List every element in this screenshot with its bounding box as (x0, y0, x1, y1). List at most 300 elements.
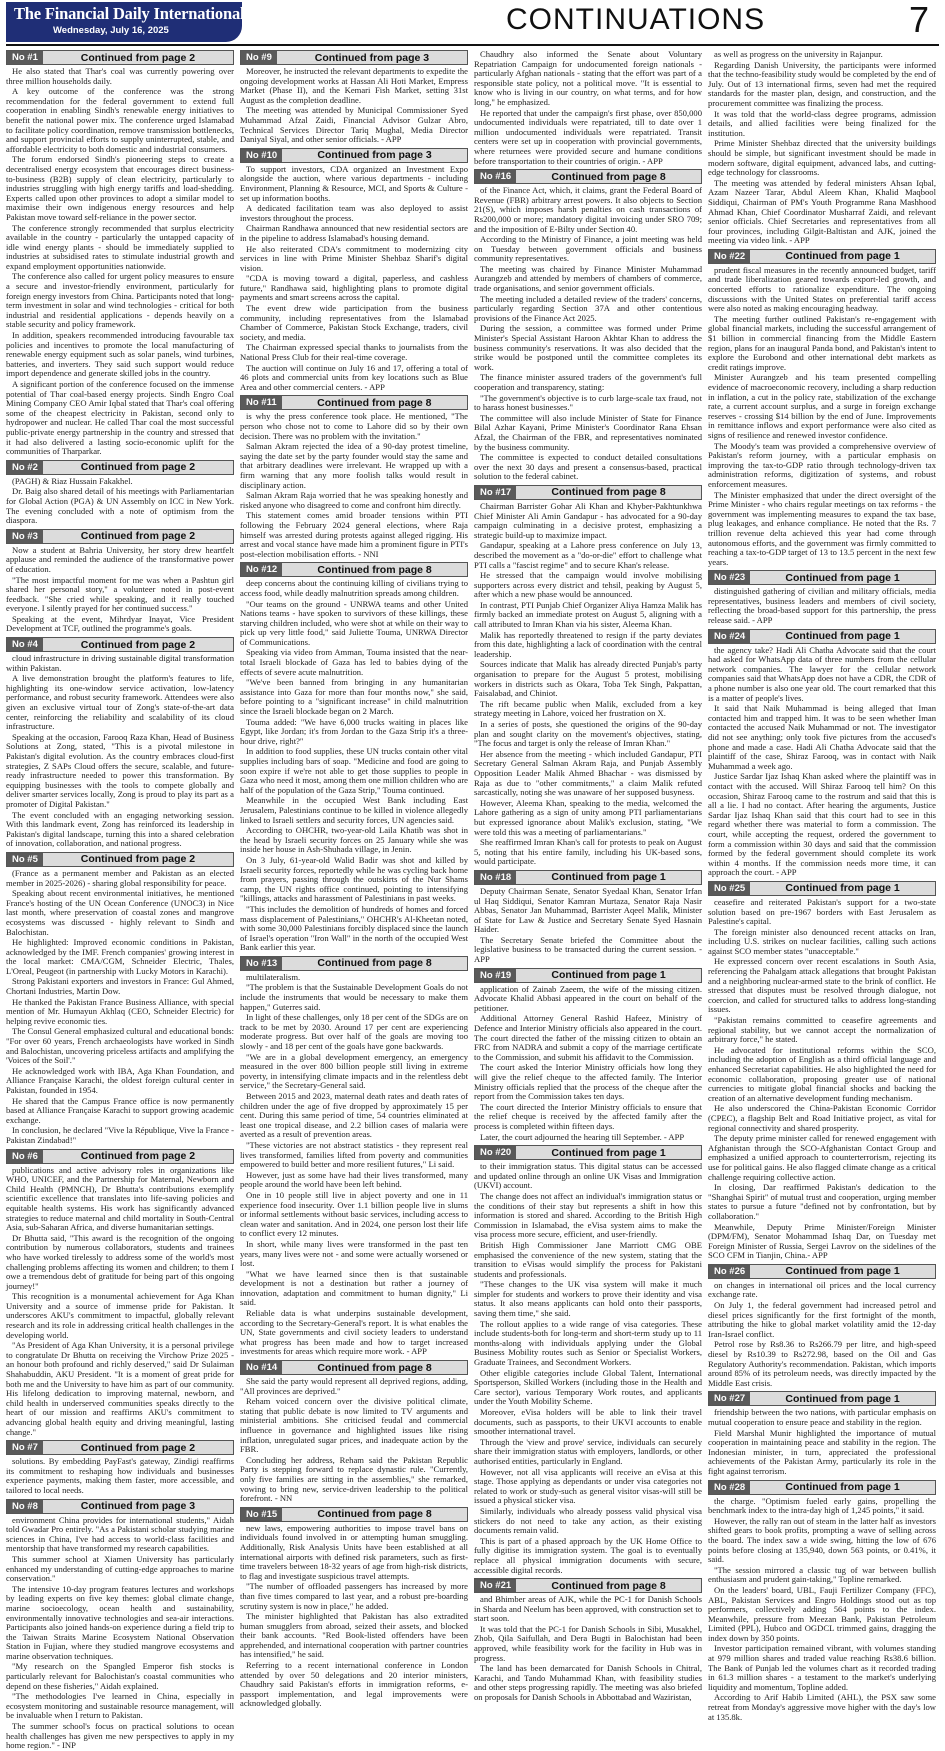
jump-number: No #5 (7, 853, 43, 866)
jump-number: No #3 (7, 530, 43, 543)
paragraph: and Bhimber areas of AJK, while the PC-1 for Danish Schools in Sharda and Neelum has been approved, with construction set to start soon. (474, 1594, 702, 1624)
issue-date: Wednesday, July 16, 2025 (53, 25, 169, 36)
paragraph: Reham voiced concern over the divisive political climate, stating that public debate is now limited to TV arguments and ministerial ambitions. She criticised feudal and commercial influence in governance and highlighted issues like rising inflation, unregulated sugar prices, and inadequate action by the FBR. (240, 1396, 468, 1455)
paragraph: The finance minister assured traders of the government's full cooperation and transparency, stating: (474, 372, 702, 392)
paragraph: "These changes to the UK visa system will make it much simpler for students and workers to prove their identity and visa status. It also means applicants can hold onto their passports, saving them time," she said. (474, 1279, 702, 1319)
paragraph: The committee is expected to conduct detailed consultations over the next 30 days and present a consensus-based, practical solution to the federal cabinet. (474, 452, 702, 482)
continued-from-label: Continued from page 8 (282, 957, 467, 970)
paragraph: "My research on the Spangled Emperor fish stocks is particularly relevant for Balochistan's coastal communities who depend on these fisheries," Aidah explained. (6, 1661, 234, 1691)
continued-from-label: Continued from page 1 (750, 250, 935, 263)
continuation-header (240, 1507, 468, 1522)
paragraph: He also stated that Thar's coal was currently powering over three million households daily. (6, 66, 234, 86)
paragraph: the charge. "Optimism fueled early gains, propelling the benchmark index to the intra-day high of 1,245 points," it said. (708, 1495, 936, 1516)
newspaper-name: The Financial Daily International (14, 4, 245, 23)
continuation-block (474, 968, 702, 1143)
continuation-header (474, 1145, 702, 1160)
paragraph: He also underscored the China-Pakistan Economic Corridor (CPEC), a flagship Belt and Road Initiative project, as vital for regional connectivity and shared prosperity. (708, 1103, 936, 1133)
paragraph: She reaffirmed Imran Khan's call for protests to peak on August 5, noting that his entire family, including his UK-based sons, would participate. (474, 837, 702, 867)
paragraph: to their immigration status. This digital status can be accessed and updated online through an online UK Visas and Immigration (UKVI) account. (474, 1161, 702, 1191)
paragraph: Touma added: "We have 6,000 trucks waiting in places like Egypt, like Jordan; it's from Jordan to the Gaza Strip it's a three-hour drive, right?" (240, 716, 468, 746)
paragraph: "We are in a global development emergency, an emergency measured in the over 800 billion people still living in extreme poverty, in intensifying climate impacts and in the relentless debt service," the Secretary-General said. (240, 1051, 468, 1091)
jump-number: No #23 (709, 571, 750, 584)
jump-number: No #1 (7, 51, 43, 64)
continuation-block (6, 1440, 234, 1495)
article-body (6, 1516, 234, 1751)
paragraph: Her absence from the meeting - which included Gandapur, PTI Secretary General Salman Akram Raja, and Punjab Assembly Opposition Leader Malik Ahmed Bhachar - was dismissed by Raja as due to "other commitments," a claim Malik refuted sarcastically, noting she was unaware of her supposed busyness. (474, 748, 702, 798)
paragraph: Meanwhile, Deputy Prime Minister/Foreign Minister (DPM/FM), Senator Mohammad Ishaq Dar, on Tuesday met Foreign Minister of Russia, Sergei Lavrov on the sidelines of the SCO CFM in Tianjin, China.- APP (708, 1221, 936, 1261)
paragraph: application of Zainab Zaeem, the wife of the missing citizen. Advocate Khalid Abbasi appeared in the court on behalf of the petitioner. (474, 983, 702, 1013)
continued-from-label: Continued from page 8 (516, 486, 701, 499)
jump-number: No #7 (7, 1441, 43, 1454)
jump-number: No #11 (241, 396, 282, 409)
paragraph: on changes in international oil prices and the local currency exchange rate. (708, 1279, 936, 1300)
paragraph: On the leaders' board, UBL, Fauji Fertilizer Company (FFC), ABL, Pakistan Services and Engro Holdings stood out as top performers, collectively adding 564 points to the index. Meanwhile, pressure from Meezan Bank, Pakistan Petroleum Limited (PPL), Hubco and OGDCL trimmed gains, dragging the index down by 350 points. (708, 1584, 936, 1643)
paragraph: (France as a permanent member and Pakistan as an elected member in 2025-2026) - sharing global responsibility for peace. (6, 867, 234, 888)
paragraph: In closing, Dar reaffirmed Pakistan's dedication to the "Shanghai Spirit" of mutual trust and cooperation, urging member states to pursue a future "defined not by confrontation, but by collaboration." (708, 1182, 936, 1221)
article-body (708, 1497, 936, 1723)
continued-from-label: Continued from page 1 (516, 969, 701, 982)
article-body (240, 1377, 468, 1504)
continuation-header (474, 870, 702, 885)
jump-number: No #19 (475, 969, 516, 982)
jump-number: No #15 (241, 1508, 282, 1521)
paragraph: Speaking via video from Amman, Touma insisted that the near-total Israeli blockade of Gaza has led to babies dying of the effects of severe acute malnutrition. (240, 647, 468, 677)
continued-from-label: Continued from page 2 (43, 1150, 233, 1163)
paragraph: He advocated for institutional reforms within the SCO, including the adoption of English as a third official language and enhanced Secretariat capabilities. He also highlighted the need for economic collaboration, proposing greater use of national currencies to mitigate global financial shocks and backing the creation of an alternative development funding mechanism. (708, 1044, 936, 1103)
paragraph: Additional Attorney General Rashid Hafeez, Ministry of Defence and Interior Ministry officials also appeared in the court. The court directed the father of the missing citizen to obtain an FRC from NADRA and submit a copy of the marriage certificate to the Commission, and submit his affidavit to the Commission. (474, 1013, 702, 1062)
paragraph: "We've been banned from bringing in any humanitarian assistance into Gaza for more than four months now," she said, before pointing to a "significant increase" in child malnutrition since the Israeli blockade began on 2 March. (240, 677, 468, 717)
paragraph: In a series of posts, she questioned the origins of the 90-day plan and sought clarity on the movement's objectives, stating, "The focus and target is only the release of Imran Khan." (474, 719, 702, 749)
paragraph: "What we have learned since then is that sustainable development is not a destination but rather a journey of innovation, adaptation and commitment to human dignity," Li said. (240, 1268, 468, 1308)
continuation-block (708, 249, 936, 567)
continuation-block (708, 570, 936, 625)
paragraph: The land has been demarcated for Danish Schools in Chitral, Karachi, and Tando Muhammad Khan, with feasibility studies and other steps progressing rapidly. The meeting was also briefed on proposals for Danish Schools in Abbottabad and Waziristan, (474, 1663, 702, 1703)
paragraph: Between 2015 and 2023, maternal death rates and death rates of children under the age of five dropped by approximately 15 per cent. During this same period of time, 54 countries eliminated at least one tropical disease, and 2.2 billion cases of malaria were averted as a result of prevention areas. (240, 1091, 468, 1140)
paragraph: Salman Akram Raja worried that he was speaking honestly and risked anyone who disagreed to come and confront him directly. (240, 490, 468, 510)
article-body (240, 1524, 468, 1709)
paragraph: "The methodologies I've learned in China, especially in ecosystem monitoring and sustainable resource management, will be invaluable when I return to Pakistan. (6, 1691, 234, 1721)
paragraph: "The number of offloaded passengers has increased by more than five times compared to last year, and a robust pre-boarding scrutiny system is now in place," he added. (240, 1581, 468, 1611)
continued-from-label: Continued from page 2 (43, 51, 233, 64)
paragraph: The Consul General emphasized cultural and educational bonds: "For over 60 years, French archaeologists have worked in Sindh and Balochistan, uncovering priceless artifacts and amplifying the 'Voices of the Soil'." (6, 1026, 234, 1066)
paragraph: Through the 'view and prove' service, individuals can securely share their immigration status with employers, landlords, or other authorised entities, particularly in England. (474, 1436, 702, 1466)
article-body (474, 186, 702, 482)
continuation-header (6, 1499, 234, 1514)
article-body (6, 869, 234, 1146)
jump-number: No #28 (709, 1481, 750, 1494)
paragraph: cloud infrastructure in driving sustainable digital transformation within Pakistan. (6, 653, 234, 673)
paragraph: He reported that under the campaign's first phase, over 850,000 undocumented individuals were repatriated, till to date over 1 million undocumented individuals were repatriated. Transit centers were set up in cooperation with provincial governments, where returnees were provided secure and humane conditions before transportation to their countries of origin. - APP (474, 107, 702, 166)
paragraph: Now a student at Bahria University, her story drew heartfelt applause and reminded the audience of the transformative power of education. (6, 544, 234, 574)
continued-from-label: Continued from page 8 (516, 1579, 701, 1592)
paragraph: He highlighted: Improved economic conditions in Pakistan, acknowledged by the IMF. French companies' growing interest in the local market: CMA/CGM, Schneider Electric, Thales, L'Oreal, Peugeot (in partnership with Lucky Motors in Karachi). (6, 937, 234, 976)
paragraph: Chairman Randhawa announced that new residential sectors are in the pipeline to address Islamabad's housing demand. (240, 223, 468, 243)
article-body (240, 165, 468, 393)
paragraph: According to Arif Habib Limited (AHL), the PSX saw some retreat from Monday's aggressive move higher with the day's low at 135.8k. (708, 1692, 936, 1722)
paragraph: He also reiterated CDA's commitment to modernizing city services in line with Prime Minister Shehbaz Sharif's digital vision. (240, 243, 468, 273)
paragraph: In short, while many lives were transformed in the past ten years, many lives were not - and some were actually worsened or lost. (240, 1238, 468, 1269)
article-body (474, 50, 702, 166)
continuation-header (6, 50, 234, 65)
paragraph: The conference also called for urgent policy measures to ensure a secure and investor-friendly environment, particularly for foreign energy investors from China. Participants noted that long-term investment in solar and wind technologies - critical for both industrial and residential applications - depends heavily on a stable security and policy framework. (6, 271, 234, 330)
paragraph: A dedicated facilitation team was also deployed to assist investors throughout the process. (240, 203, 468, 223)
paragraph: Chairman Barrister Gohar Ali Khan and Khyber-Pakhtunkhwa Chief Minister Ali Amin Gandapur - has advocated for a 90-day campaign culminating in a decisive protest, emphasizing a strategic build-up to maximize impact. (474, 500, 702, 540)
jump-number: No #27 (709, 1392, 750, 1405)
continued-from-label: Continued from page 1 (516, 871, 701, 884)
continued-from-label: Continued from page 1 (516, 1146, 701, 1159)
article-body (240, 67, 468, 145)
continuation-header (6, 529, 234, 544)
paragraph: The meeting was chaired by Finance Minister Muhammad Aurangzeb and attended by members of chambers of commerce, trade organisations, and senior government officials. (474, 263, 702, 294)
continued-from-label: Continued from page 2 (43, 853, 233, 866)
article-body (6, 477, 234, 526)
paragraph: Sources indicate that Malik has already directed Punjab's party organisation to prepare for the August 5 protest, mobilising workers in districts such as Okara, Toba Tek Singh, Pakpattan, Faisalabad, and Chiniot. (474, 659, 702, 699)
paragraph: On 3 July, 61-year-old Walid Badir was shot and killed by Israeli security forces, reportedly while he was cycling back home from prayers, passing through the outskirts of the Nur Shams camp, the UN rights office continued, pointing to intensifying "killings, attacks and harassment of Palestinians in past weeks. (240, 854, 468, 904)
continuation-block (6, 460, 234, 526)
jump-number: No #8 (7, 1500, 43, 1513)
continuation-header (240, 395, 468, 410)
paragraph: British High Commissioner Jane Marriott CMG OBE emphasised the convenience of the new system, stating that the transition to eVisas would simplify the process for Pakistani students and professionals. (474, 1239, 702, 1279)
paragraph: Investor participation remained vibrant, with volumes standing at 979 million shares and traded value reaching Rs38.6 billion. The Bank of Punjab led the volumes chart as it recorded trading in 61.3 million shares - a testament to the market's underlying liquidity and momentum, Topline added. (708, 1643, 936, 1692)
continued-from-label: Continued from page 8 (282, 1508, 467, 1521)
paragraph: "The most impactful moment for me was when a Pashtun girl shared her personal story," a volunteer noted in post-event feedback. "She cried while speaking, and it really touched everyone. I silently prayed for her continued success." (6, 574, 234, 614)
continuation-block (708, 1480, 936, 1723)
paragraph: as well as progress on the university in Rajanpur. (714, 49, 883, 59)
continued-from-label: Continued from page 3 (282, 149, 467, 162)
article-body (708, 587, 936, 625)
jump-number: No #24 (709, 630, 750, 643)
paragraph: However, not all visa applicants will receive an eVisa at this stage. Those applying as dependants or under visa categories not related to work or study-such as general visitor visas-will still be issued a physical sticker visa. (474, 1466, 702, 1506)
jump-number: No #13 (241, 957, 282, 970)
article-body (474, 1162, 702, 1575)
article-body (708, 1281, 936, 1389)
continued-from-label: Continued from page 2 (43, 1441, 233, 1454)
continued-from-label: Continued from page 8 (282, 563, 467, 576)
paragraph: Speaking at the event, Mihrdyar Inayat, Vice President Development at TCF, outlined the programme's goals. (6, 613, 234, 634)
paragraph: prudent fiscal measures in the recently announced budget, tariff and trade liberalization geared towards export-led growth, and concerted efforts to rationalize expenditure. The ongoing discussions with the United States on preferential tariff access were also noted as making encouraging headway. (708, 264, 936, 314)
column-4 (708, 49, 936, 1722)
paragraph: the agency take? Hadi Ali Chatha Advocate said that the court had asked for WhatsApp data of three numbers from the cellular network companies. The lawyer for the cellular network companies said that WhatsApp does not have a CDR, the CDR of a phone number is also one year old. The court remarked that this is a matter of people's lives. (708, 644, 936, 703)
paragraph: new laws, empowering authorities to impose travel bans on individuals found involved in or attempting human smuggling. Additionally, Risk Analysis Units have been established at all international airports with defined risk parameters, such as first-time travelers between 18-32 years of age from high-risk districts, to flag and investigate suspicious travel attempts. (240, 1522, 468, 1581)
paragraph: deep concerns about the continuing killing of civilians trying to access food, while deadly malnutrition spreads among children. (240, 578, 468, 598)
paragraph: A key outcome of the conference was the strong recommendation for the federal government to extend full cooperation in enabling Sindh's renewable energy initiatives to benefit the national power mix. The conference urged Islamabad to facilitate policy coordination, remove transmission bottlenecks, and support provincial efforts to supply uninterrupted, stable, and affordable electricity to both domestic and industrial consumers. (6, 86, 234, 154)
jump-number: No #6 (7, 1150, 43, 1163)
continued-from-label: Continued from page 2 (43, 638, 233, 651)
article-body (474, 985, 702, 1143)
article-body (6, 1166, 234, 1438)
page-number: 7 (908, 0, 929, 40)
continuation-header (708, 1480, 936, 1495)
article-body (708, 1408, 936, 1476)
continuation-block (708, 50, 936, 246)
jump-number: No #14 (241, 1361, 282, 1374)
paragraph: "These victories are not abstract statistics - they represent real lives transformed, families lifted from poverty and communities empowered to build better and more resilient futures," Li said. (240, 1139, 468, 1170)
paragraph: distinguished gathering of civilian and military officials, media representatives, business leaders and members of civil society, reflecting the broad-based support for this partnership, the press release said. - APP (708, 586, 936, 626)
brand-banner (6, 2, 245, 42)
paragraph: "CDA is moving toward a digital, paperless, and cashless future," Randhawa said, highlighting plans to promote digital payments and smart screens across the capital. (240, 273, 468, 303)
paragraph: The auction will continue on July 16 and 17, offering a total of 46 plots and commercial units from key locations such as Blue Area and other commercial centers. - APP (240, 362, 468, 392)
paragraph: "The session mirrored a classic tug of war between bullish enthusiasm and prudent gain-taking," Topline remarked. (708, 1564, 936, 1585)
paragraph: It was told that the world-class degree programs, admission details, and allied facilities were being finalized for the institution. (708, 108, 936, 138)
paragraph: is why the press conference took place. He mentioned, "The person who chose not to come to Lahore did so by their own decision. There was no problem with the invitation." (240, 411, 468, 441)
jump-number: No #9 (241, 51, 277, 64)
paragraph: The conference strongly recommended that surplus electricity available in the country - particularly the untapped capacity of idle wind energy plants - should be immediately supplied to industries at subsidised rates to stimulate industrial growth and expand employment opportunities nationwide. (6, 222, 234, 271)
continuation-block (474, 1145, 702, 1575)
continuation-header (6, 637, 234, 652)
continued-from-label: Continued from page 1 (750, 1481, 935, 1494)
paragraph: Moreover, he instructed the relevant departments to expedite the ongoing development works at Hassan Ali Hoti Market, Empress Market (Phase II), and the Kemari Fish Market, setting 31st August as the completion deadline. (240, 66, 468, 105)
jump-number: No #12 (241, 563, 282, 576)
continued-from-label: Continued from page 2 (43, 461, 233, 474)
continuation-block (6, 637, 234, 849)
continuation-header (240, 562, 468, 577)
continuation-block (474, 870, 702, 965)
continuation-header (708, 629, 936, 644)
paragraph: Speaking about recent environmental initiatives, he mentioned France's hosting of the UN Ocean Conference (UNOC3) in Nice last month, where preservation of coastal zones and mangrove ecosystems was discussed - highly relevant to Sindh and Balochistan. (6, 888, 234, 937)
paragraph: The summer school's focus on practical solutions to ocean health challenges has given me new perspectives to apply in my home region." - INP (6, 1721, 234, 1751)
continuation-header (474, 1578, 702, 1593)
paragraph: The rollout applies to a wide range of visa categories. These include students-both for long-term and short-term study up to 11 months-along with individuals applying under the Global Business Mobility routes such as Senior or Specialist Workers, Graduate Trainees, and Secondment Workers. (474, 1318, 702, 1368)
continuation-block (474, 169, 702, 482)
jump-number: No #22 (709, 250, 750, 263)
continuation-header (240, 50, 468, 65)
continuation-header (6, 460, 234, 475)
paragraph: Speaking at the occasion, Farooq Raza Khan, Head of Business Solutions at Zong, stated, "This is a pivotal milestone in Pakistan's digital evolution. As the country embraces cloud-first strategies, Z SAPs Cloud offers the secure, scalable, and future-ready infrastructure needed to power this transformation. By equipping businesses with the tools to compete globally and deliver smarter services locally, Zong is proud to play its part as a promoter of Digital Pakistan." (6, 731, 234, 809)
article-body (6, 1457, 234, 1495)
paragraph: The Secretary Senate briefed the Committee about the legislative business to be transacted during the current session. - APP (474, 934, 702, 965)
continuation-block (240, 1360, 468, 1504)
paragraph: Gandapur, speaking at a Lahore press conference on July 13, described the movement as a "do-or-die" effort to challenge what PTI calls a "fascist regime" and to secure Khan's release. (474, 540, 702, 570)
paragraph: "This includes the demolition of hundreds of homes and forced mass displacement of Palestinians," OHCHR's Al-Kheetan noted, with some 30,000 Palestinians forcibly displaced since the launch of Israel's operation "Iron Wall" in the north of the occupied West Bank earlier this year. (240, 903, 468, 953)
continuation-block (6, 852, 234, 1146)
paragraph: ceasefire and reiterated Pakistan's support for a two-state solution based on pre-1967 borders with East Jerusalem as Palestine's capital. (708, 896, 936, 927)
continuation-header (6, 1149, 234, 1164)
paragraph: He stressed that the campaign would involve mobilising supporters across every district and tehsil, peaking by August 5, after which a new phase would be announced. (474, 570, 702, 600)
continuation-block (6, 1499, 234, 1751)
paragraph: The meeting was attended by Municipal Commissioner Syed Muhammad Afzal Zaidi, Financial Advisor Gulzar Abro, Technical Services Director Tariq Mughal, Media Director Daniyal Siyal, and other senior officials. - APP (240, 105, 468, 145)
paragraph: Similarly, individuals who already possess valid physical visa stickers do not need to take any action, as their existing documents remain valid. (474, 1505, 702, 1536)
continued-from-label: Continued from page 1 (750, 1265, 935, 1278)
continuation-block (708, 1391, 936, 1476)
paragraph: This summer school at Xiamen University has particularly enhanced my understanding of cutting-edge approaches to marine conservation." (6, 1553, 234, 1584)
paragraph: (PAGH) & Riaz Hussain Fakakhel. (12, 475, 133, 486)
jump-number: No #21 (475, 1579, 516, 1592)
continued-from-label: Continued from page 8 (282, 1361, 467, 1374)
jump-number: No #20 (475, 1146, 516, 1159)
article-body (240, 973, 468, 1357)
continuation-block (6, 529, 234, 634)
column-3 (474, 49, 702, 1703)
continuation-header (474, 485, 702, 500)
paragraph: This statement comes amid broader tensions within PTI following the February 2024 general elections, where Raja himself was arrested during protests against alleged rigging. His arrest and vocal stance have made him a prominent figure in PTI's post-election mobilisation efforts. - NNI (240, 510, 468, 559)
paragraph: Prime Minister Shehbaz directed that the university buildings should be simple, but significant investment should be made in modern software, digital equipment, advanced labs, and cutting-edge technology for classrooms. (708, 138, 936, 178)
continued-from-label: Continued from page 1 (750, 1392, 935, 1405)
paragraph: The Moody's team was provided a comprehensive overview of Pakistan's reform journey, with a particular emphasis on improving the tax-to-GDP ratio through technology-driven tax administration reforms, digitization of systems, and robust enforcement measures. (708, 440, 936, 489)
paragraph: To support investors, CDA organized an Investment Expo alongside the auction, where various departments - including Environment, Planning & Resource, MCI, and Sports & Culture - set up information booths. (240, 163, 468, 203)
continued-from-label: Continued from page 3 (43, 1500, 233, 1513)
paragraph: "Pakistan remains committed to ceasefire agreements and regional stability, but we cannot accept the normalization of arbitrary force," he stated. (708, 1015, 936, 1045)
paragraph: Reliable data is what underpins sustainable development, according to the Secretary-General's report. It is what enables the UN, State governments and civil society leaders to understand what progress has been made and how to target increased investments for areas which require more work. - APP (240, 1308, 468, 1357)
paragraph: The deputy prime minister called for renewed engagement with Afghanistan through the SCO-Afghanistan Contact Group and emphasized a unified approach to counterterrorism, rejecting its use for political gains. He also flagged climate change as a critical challenge requiring collective action. (708, 1133, 936, 1182)
continuation-header (240, 956, 468, 971)
paragraph: The committee will also include Minister of State for Finance Bilal Azhar Kayani, Prime Minister's Coordinator Rana Ehsan Afzal, the Chairman of the FBR, and representatives nominated by the business community. (474, 412, 702, 452)
paragraph: However, the rally ran out of steam in the latter half as investors shifted gears to book profits, prompting a wave of selling across the board. The index saw a wide swing, hitting the low of 676 points before closing at 135,940, down 563 points, or 0.41%, it said. (708, 1515, 936, 1565)
header-rule (6, 44, 939, 46)
paragraph: In contrast, PTI Punjab Chief Organizer Aliya Hamza Malik has firmly backed an immediate protest on August 5, aligning with a call attributed to Imran Khan via his sister, Aleema Khan. (474, 599, 702, 630)
paragraph: The foreign minister also denounced recent attacks on Iran, including U.S. strikes on nuclear facilities, calling such actions against SCO member states "unacceptable." (708, 926, 936, 956)
article-body (474, 502, 702, 867)
continuation-block (708, 881, 936, 1261)
jump-number: No #26 (709, 1265, 750, 1278)
article-body (6, 67, 234, 457)
column-1 (6, 50, 234, 1751)
article-body (6, 546, 234, 634)
continuation-block (474, 485, 702, 867)
masthead (6, 2, 939, 46)
continuation-block (6, 50, 234, 457)
paragraph: A significant portion of the conference focused on the immense potential of Thar coal-based energy projects. Sindh Engro Coal Mining Company CEO Amir Iqbal stated that Thar's coal offering some of the cheapest electricity in Pakistan, second only to hydropower and nuclear. He called Thar coal the most successful public-private energy partnership in the country and stressed that it had also delivered a lasting socio-economic uplift for the communities of Tharparkar. (6, 379, 234, 457)
continuation-header (240, 148, 468, 163)
continuation-header (6, 852, 234, 867)
paragraph: The change does not affect an individual's immigration status or the conditions of their stay but represents a shift in how this information is stored and shared. According to the British High Commission in Islamabad, the eVisa system aims to make the visa process more secure, efficient, and user-friendly. (474, 1190, 702, 1240)
paragraph: Dr. Baig also shared detail of his meetings with Parliamentarian for Global Action (PGA) & UN Assembly on ICC in New York. The evening concluded with a note of optimism from the diaspora. (6, 486, 234, 526)
article-body (708, 266, 936, 567)
paragraph: Deputy Chairman Senate, Senator Syedaal Khan, Senator Irfan ul Haq Siddiqui, Senator Kamran Murtaza, Senator Raja Nasir Abbas, Senator Jan Muhammad, Barrister Aqeel Malik, Minister of State for Law & Justice and Secretary Senate Syed Hasnain Haider. (474, 885, 702, 935)
continued-from-label: Continued from page 8 (516, 170, 701, 183)
paragraph: The rift became public when Malik, excluded from a key strategy meeting in Lahore, voiced her frustration on X. (474, 698, 702, 719)
paragraph: friendship between the two nations, with particular emphasis on mutual cooperation to ensure peace and stability in the region. (708, 1407, 936, 1427)
paragraph: of the Finance Act, which, it claims, grant the Federal Board of Revenue (FBR) arbitrary arrest powers. It also objects to Section 21(S), which imposes harsh penalties on cash transactions of Rs200,000 or more; mandatory digital invoicing under SRO 709; and the imposition of E-Bilty under Section 40. (474, 185, 702, 234)
paragraph: During the session, a committee was formed under Prime Minister's Special Assistant Haroon Akhtar Khan to address the business community's reservations. It was also decided that the strike would be postponed until the committee completes its work. (474, 323, 702, 372)
paragraph: Petrol rose by Rs8.36 to Rs266.79 per litre, and high-speed diesel by Rs10.39 to Rs272.98, based on the Oil and Gas Regulatory Authority's recommendation. Pakistan, which imports around 85% of its petroleum needs, was directly impacted by the Middle East crisis. (708, 1339, 936, 1388)
article-body (708, 50, 936, 246)
paragraph: This is part of a phased approach by the UK Home Office to fully digitise its immigration system. The goal is to eventually replace all physical immigration documents with secure, accessible digital records. (474, 1535, 702, 1575)
continuation-block (6, 1149, 234, 1438)
paragraph: Field Marshal Munir highlighted the importance of mutual cooperation in maintaining peace and stability in the region. The Indonesian minister, in turn, appreciated the professional achievements of the Pakistan Army, particularly its role in the fight against terrorism. (708, 1427, 936, 1476)
paragraph: The Chairman expressed special thanks to journalists from the National Press Club for their real-time coverage. (240, 342, 468, 363)
article-body (240, 579, 468, 953)
paragraph: This recognition is a monumental achievement for Aga Khan University and a source of immense pride for Pakistan. It underscores AKU's commitment to impactful, globally relevant research and its role in addressing critical health challenges in the developing world. (6, 1291, 234, 1340)
continuation-header (708, 881, 936, 896)
paragraph: On July 1, the federal government had increased petrol and diesel prices significantly for the first fortnight of the month, attributing the hike to global market volatility amid the 12-day Iran-Israel conflict. (708, 1300, 936, 1339)
paragraph: The meeting was attended by federal ministers Ahsan Iqbal, Azam Nazeer Tarar, Abdul Aleem Khan, Khalid Maqbool Siddiqui, Chairman of PM's Youth Programme Rana Mashhood Ahmad Khan, Chief Coordinator Musharraf Zaidi, and relevant senior officials. Chief Secretaries and representatives from all four provinces, including Gilgit-Baltistan and AJK, joined the meeting via video link. - APP (708, 177, 936, 246)
jump-number: No #16 (475, 170, 516, 183)
continued-from-label: Continued from page 8 (282, 396, 467, 409)
paragraph: Minister Aurangzeb and his team presented compelling evidence of macroeconomic recovery, including a sharp reduction in inflation, a cut in the policy rate, stabilization of the exchange rate, a current account surplus, and a surge in foreign exchange reserves - crossing $14 billion by the end of June. Improvements in remittance inflows and export performance were also cited as signs of resilience and renewed investor confidence. (708, 372, 936, 440)
paragraph: Justice Sardar Ijaz Ishaq Khan asked where the plaintiff was in contact with the accused. Will Shiraz Farooq tell him? On this occasion, Shiraz Farooq came to the rostrum and said that this is all a lie. I had no contact. After hearing the arguments, Justice Sardar Ijaz Ishaq Khan said that this court had to see in this regard whether there was material to form a commission. The court, while accepting the request, ordered the government to form a commission within 30 days and said that the commission formed by the federal government should complete its work within 4 months. If the commission needs more time, it can approach the court. - APP (708, 771, 936, 878)
continuation-header (708, 249, 936, 264)
paragraph: However, Aleema Khan, speaking to the media, welcomed the Lahore gathering as a sign of unity among PTI parliamentarians but expressed ignorance about Malik's exclusion, stating, "We were told this was a meeting of parliamentarians." (474, 797, 702, 837)
paragraph: Salman Akram rejected the idea of a 90-day protest timeline, saying the date set by the party founder would stay the same and that arbitrary deadlines were irrelevant. He wrapped up with a firm warning that any more foolish talks would result in disciplinary action. (240, 441, 468, 490)
paragraph: A live demonstration brought the platform's features to life, highlighting its one-window service activation, low-latency performance, and robust security framework. Attendees were also given an exclusive virtual tour of Zong's state-of-the-art data center, reinforcing the reliability and scalability of its cloud infrastructure. (6, 673, 234, 732)
paragraph: He shared that the Campus France office is now permanently based at Alliance Française Karachi to support growing academic exchange. (6, 1095, 234, 1125)
paragraph: "As President of Aga Khan University, it is a personal privilege to congratulate Dr Bhutta on receiving the Virchow Prize 2025 - an honour both profound and richly deserved," said Dr Sulaiman Shahabuddin, AKU President. "It is a moment of great pride for both me and the University to have him as part of our community. His lifelong dedication to improving maternal, newborn, and child health in underserved communities speaks directly to the heart of our mission and reaffirms AKU's commitment to advancing global health equity and driving meaningful, lasting change." (6, 1340, 234, 1437)
continuation-block (240, 148, 468, 393)
article-body (240, 412, 468, 559)
article-body (474, 887, 702, 965)
paragraph: The court directed the Interior Ministry officials to ensure that the relief cheque is received by the affected family after the process is completed within fifteen days. (474, 1101, 702, 1131)
paragraph: The intensive 10-day program features lectures and workshops by leading experts on five key themes: global climate change, marine socioecology, ocean health and sustainability, environmentally innovative technologies and sea-air interactions. Participants also joined hands-on experience during a field trip to the Taiwan Straits Marine Ecosystem National Observation Station in Fujian, where they studied mangrove ecosystems and marine observation techniques. (6, 1583, 234, 1661)
paragraph: She said the party would represent all deprived regions, adding, "All provinces are deprived." (240, 1376, 468, 1396)
paragraph: In addition, speakers recommended introducing favourable tax policies and incentives to promote the local manufacturing of renewable energy equipment such as solar panels, wind turbines, batteries, and inverters. They said such support would reduce import dependence and generate skilled jobs in the country. (6, 330, 234, 379)
paragraph: Other eligible categories include Global Talent, International Sportsperson, Skilled Workers (including those in the Health and Care sector), various Temporary Work routes, and applicants under the Youth Mobility Scheme. (474, 1367, 702, 1407)
continuation-block (240, 1507, 468, 1709)
paragraph: The meeting further outlined Pakistan's re-engagement with global financial markets, including the successful arrangement of $1 billion in commercial financing from the Middle Eastern region, plans for an inaugural Panda bond, and Pakistan's intent to explore the Eurobond and other international debt markets as credit ratings improve. (708, 313, 936, 372)
paragraph: The event drew wide participation from the business community, including representatives from the Islamabad Chamber of Commerce, Pakistan Stock Exchange, traders, civil society, and media. (240, 303, 468, 342)
paragraph: Concluding her address, Reham said the Pakistan Republic Party is stepping forward to replace dynastic rule. "Currently, only five families are sitting in the assemblies," she remarked, vowing to bring new, service-driven leadership to the political forefront. - NN (240, 1454, 468, 1504)
paragraph: Later, the court adjourned the hearing till September. - APP (480, 1131, 685, 1142)
paragraph: multilateralism. (246, 971, 301, 982)
paragraph: Chaudhry also informed the Senate about Voluntary Repatriation Campaign for undocumented foreign nationals - particularly Afghan nationals - stating that the effort was part of a responsible state policy, not a political move. "It is essential to know who is living in our country, on what terms, and for how long," he emphasized. (474, 49, 702, 107)
paragraph: "The problem is that the Sustainable Development Goals do not include the instruments that would be necessary to make them happen," Guterres said. (240, 982, 468, 1012)
continuation-header (708, 570, 936, 585)
continued-from-label: Continued from page 2 (43, 530, 233, 543)
jump-number: No #25 (709, 882, 750, 895)
section-title: CONTINUATIONS (506, 3, 766, 36)
continuation-block (240, 50, 468, 145)
continuation-header (474, 169, 702, 184)
article-body (708, 646, 936, 878)
continued-from-label: Continued from page 3 (277, 51, 467, 64)
paragraph: In conclusion, he declared "Vive la République, Vive la France - Pakistan Zindabad!" (6, 1125, 234, 1145)
jump-number: No #18 (475, 871, 516, 884)
continuation-block (240, 562, 468, 953)
paragraph: It said that Naik Muhammad is being alleged that Iman contacted him and trapped him. It was to be seen whether Iman contacted the accused Naik Muhammad or not. The investigator did not see anything; only took five pictures from the accused's phone and made a case. Hadi Ali Chatha Advocate said that the plaintiff of the case, Shiraz Farooq, was in contact with Naik Muhammad a week ago. (708, 703, 936, 771)
paragraph: "The government's objective is to curb large-scale tax fraud, not to harass honest businesses." (474, 392, 702, 413)
jump-number: No #10 (241, 149, 282, 162)
paragraph: environment China provides for international students," Aidah told Gwadar Pro entirely. "As a Pakistani scholar studying marine sciences in China, I've had access to world-class facilities and mentorship that have transformed my research capabilities. (6, 1514, 234, 1554)
paragraph: It was told that the PC-1 for Danish Schools in Sibi, Musakhel, Zhob, Qila Saifullah, and Dera Bugti in Balochistan had been approved, while feasibility work for the facility in Hub was in progress. (474, 1623, 702, 1663)
continuation-header (6, 1440, 234, 1455)
article-body (708, 898, 936, 1261)
paragraph: He expressed concern over recent escalations in South Asia, referencing the Pahalgam attack allegations that brought Pakistan and a neighboring nuclear-armed state to the brink of conflict. He stressed that disputes must be resolved through dialogue, not coercion, and called for structured talks to address long-standing issues. (708, 956, 936, 1015)
paragraph: He thanked the Pakistan France Business Alliance, with special mention of Mr. Humayun Akhlaq (CEO, Schneider Electric) for helping revive economic ties. (6, 996, 234, 1026)
jump-number: No #17 (475, 486, 516, 499)
paragraph: "Our teams on the ground - UNRWA teams and other United Nations teams - have spoken to survivors of these killings, these starving children included, who were shot at while on their way to pick up very little food," said Juliette Touma, UNRWA Director of Communications. (240, 598, 468, 647)
continued-from-label: Continued from page 1 (750, 630, 935, 643)
article-body (6, 654, 234, 849)
paragraph: The minister highlighted that Pakistan has also extradited human smugglers from abroad, seized their assets, and blocked their bank accounts. "Red Book-listed offenders have been apprehended, and international cooperation with partner countries has intensified," he said. (240, 1611, 468, 1660)
jump-number: No #4 (7, 638, 43, 651)
paragraph: According to the Ministry of Finance, a joint meeting was held on Tuesday between government officials and business community representatives. (474, 234, 702, 264)
paragraph: Dr Bhutta said, "This award is the recognition of the ongoing contribution by numerous collaborators, students and trainees who have worked tirelessly to address some of the world's most challenging problems affecting its women and children; to them I owe a tremendous debt of gratitude for being part of this ongoing journey!" (6, 1232, 234, 1291)
paragraph: The event concluded with an engaging networking session. With this landmark event, Zong has reinforced its leadership in Pakistan's digital landscape, turning this into a shared celebration of innovation, collaboration, and national progress. (6, 809, 234, 849)
continuation-block (474, 1578, 702, 1703)
continued-from-label: Continued from page 1 (750, 571, 935, 584)
continued-from-label: Continued from page 1 (750, 882, 935, 895)
paragraph: The Minister emphasized that under the direct oversight of the Prime Minister - who chairs regular meetings on tax reforms - the government was implementing measures to expand the tax base, plug leakages, and enhance compliance. He noted that the Rs. 7 trillion revenue delta achieved this year had come through autonomous efforts, and the government was firmly committed to reaching a tax-to-GDP target of 13 to 13.5 percent in the next few years. (708, 489, 936, 567)
paragraph: He acknowledged work with IBA, Aga Khan Foundation, and Alliance Française Karachi, the oldest foreign cultural center in Pakistan, founded in 1954. (6, 1065, 234, 1095)
paragraph: In addition to food supplies, these UN trucks contain other vital supplies including bars of soap. "Medicine and food are going to soon expire if we're not able to get those supplies to people in Gaza who need it most, among them one million children who are half of the population of the Gaza Strip," Touma continued. (240, 746, 468, 795)
jump-number: No #2 (7, 461, 43, 474)
paragraph: The meeting included a detailed review of the traders' concerns, particularly regarding Section 37A and other contentious provisions of the Finance Act 2025. (474, 293, 702, 323)
continuation-block (708, 1264, 936, 1389)
paragraph: One in 10 people still live in abject poverty and one in 11 experience food insecurity. Over 1.1 billion people live in slums or informal settlements without basic services, including access to clean water and sanitation. And in 2024, one person lost their life to conflict every 12 minutes. (240, 1189, 468, 1239)
paragraph: The court asked the Interior Ministry officials how long they will give the relief cheque to the affected family. The Interior Ministry officials replied that the process of the cheque after the report from the Commission takes ten days. (474, 1062, 702, 1102)
paragraph: Malik has reportedly threatened to resign if the party deviates from this date, highlighting a lack of coordination with the central leadership. (474, 629, 702, 659)
column-2 (240, 50, 468, 1709)
article-columns (6, 49, 939, 1751)
continuation-header (474, 968, 702, 983)
continuation-header (708, 1264, 936, 1279)
continuation-block (240, 395, 468, 559)
continuation-block (240, 956, 468, 1357)
paragraph: Regarding Danish University, the participants were informed that the techno-feasibility study would be completed by the end of July. Out of 13 international firms, seven had met the required standards for the master plan, design, and construction, and the procurement committee was finalizing the process. (708, 59, 936, 108)
continuation-block (474, 50, 702, 166)
paragraph: In light of these challenges, only 18 per cent of the SDGs are on track to be met by 2030. Around 17 per cent are experiencing moderate progress. But over half of the goals are moving too slowly - and 18 per cent of the goals have gone backwards. (240, 1012, 468, 1052)
paragraph: However, just as some have had their lives transformed, many people around the world have been left behind. (240, 1169, 468, 1190)
continuation-block (708, 629, 936, 878)
